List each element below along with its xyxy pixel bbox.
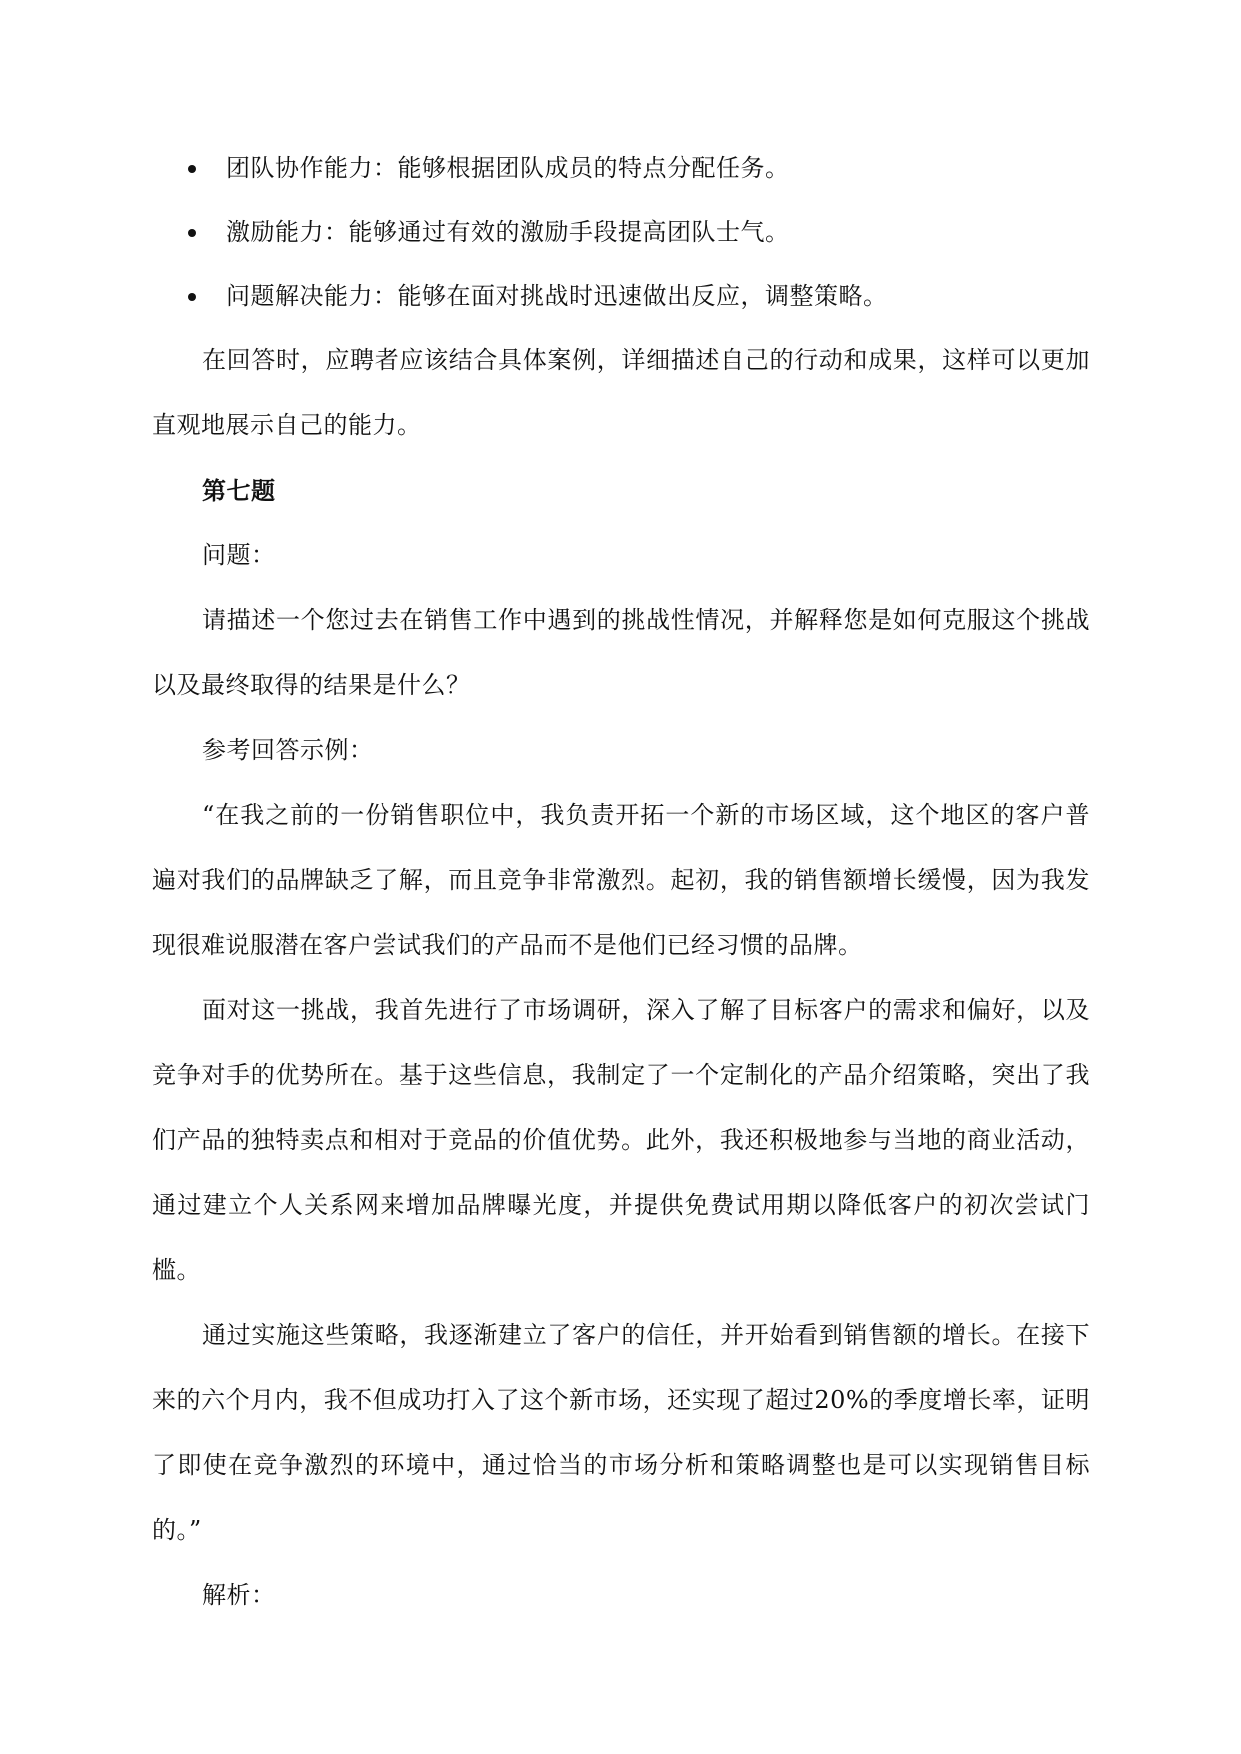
bullet-icon bbox=[188, 165, 196, 173]
list-item-text: 问题解决能力：能够在面对挑战时迅速做出反应，调整策略。 bbox=[226, 282, 888, 310]
answer-paragraph: “在我之前的一份销售职位中，我负责开拓一个新的市场区域，这个地区的客户普遍对我们的品牌缺乏了解，而且竞争非常激烈。起初，我的销售额增长缓慢，因为我发现很难说服潜在客户尝试我们的产品而不是他们已经习惯的品牌。 bbox=[152, 801, 1090, 959]
question-text: 请描述一个您过去在销售工作中遇到的挑战性情况，并解释您是如何克服这个挑战以及最终取得的结果是什么？ bbox=[152, 606, 1090, 699]
list-item-text: 激励能力：能够通过有效的激励手段提高团队士气。 bbox=[226, 218, 790, 246]
answer-paragraph: 面对这一挑战，我首先进行了市场调研，深入了解了目标客户的需求和偏好，以及竞争对手的优势所在。基于这些信息，我制定了一个定制化的产品介绍策略，突出了我们产品的独特卖点和相对于竞品的价值优势。此外，我还积极地参与当地的商业活动，通过建立个人关系网来增加品牌曝光度，并提供免费试用期以降低客户的初次尝试门槛。 bbox=[152, 996, 1090, 1284]
list-item bbox=[152, 200, 1090, 264]
list-item bbox=[152, 264, 1090, 328]
bullet-icon bbox=[188, 229, 196, 237]
section-title: 第七题 bbox=[202, 476, 276, 505]
bullet-icon bbox=[188, 293, 196, 301]
ability-list bbox=[152, 136, 1090, 328]
analysis-label: 解析： bbox=[202, 1581, 276, 1609]
list-item-text: 团队协作能力：能够根据团队成员的特点分配任务。 bbox=[226, 154, 790, 182]
answer-label: 参考回答示例： bbox=[202, 736, 374, 764]
answer-paragraph: 通过实施这些策略，我逐渐建立了客户的信任，并开始看到销售额的增长。在接下来的六个月内，我不但成功打入了这个新市场，还实现了超过20%的季度增长率，证明了即使在竞争激烈的环境中，通过恰当的市场分析和策略调整也是可以实现销售目标的。” bbox=[152, 1321, 1090, 1544]
intro-paragraph: 在回答时，应聘者应该结合具体案例，详细描述自己的行动和成果，这样可以更加直观地展示自己的能力。 bbox=[152, 346, 1090, 439]
question-label: 问题： bbox=[202, 541, 276, 569]
list-item bbox=[152, 136, 1090, 200]
document-content bbox=[152, 136, 1090, 1628]
